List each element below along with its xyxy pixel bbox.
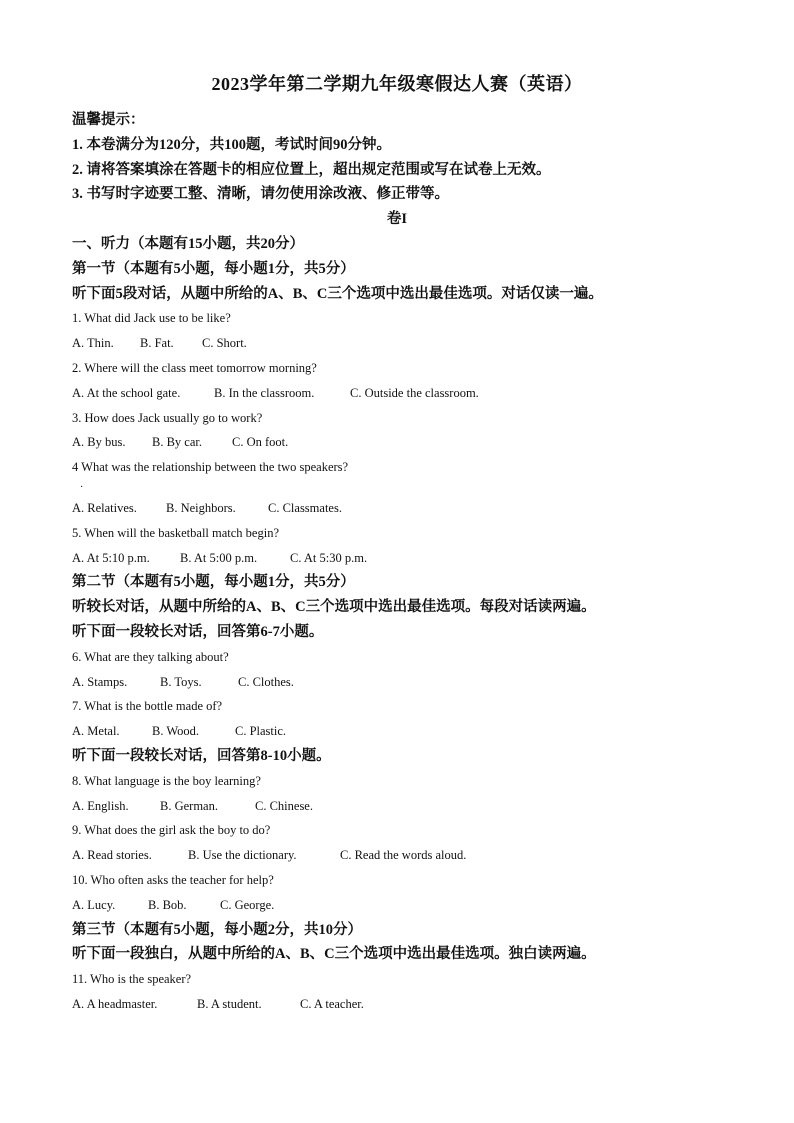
- option-c: C. A teacher.: [300, 996, 364, 1011]
- option-b: B. By car.: [152, 435, 202, 450]
- question: 7. What is the bottle made of?: [72, 699, 223, 714]
- option-c: C. Classmates.: [268, 500, 342, 515]
- option-a: A. A headmaster.: [72, 996, 158, 1011]
- question: 6. What are they talking about?: [72, 649, 229, 664]
- question: 9. What does the girl ask the boy to do?: [72, 823, 271, 838]
- options-row: [72, 430, 722, 455]
- options-row: [72, 794, 722, 819]
- section-instruction: 听下面一段独白，从题中所给的A、B、C三个选项中选出最佳选项。独白读两遍。: [72, 946, 596, 963]
- options-row: [72, 381, 722, 406]
- option-a: A. Relatives.: [72, 500, 137, 515]
- option-a: A. Stamps.: [72, 674, 128, 689]
- question: 4 What was the relationship between the two speakers?: [72, 460, 349, 475]
- option-b: B. Bob.: [148, 897, 187, 912]
- question: 10. Who often asks the teacher for help?: [72, 872, 274, 887]
- section-instruction: 听下面5段对话，从题中所给的A、B、C三个选项中选出最佳选项。对话仅读一遍。: [72, 285, 603, 302]
- option-c: C. George.: [220, 897, 275, 912]
- option-b: B. German.: [160, 798, 218, 813]
- option-a: A. Read stories.: [72, 848, 152, 863]
- tips-heading: 温馨提示：: [72, 112, 145, 128]
- stray-mark: ·: [80, 481, 84, 493]
- option-a: A. By bus.: [72, 435, 126, 450]
- tip-item: 2. 请将答案填涂在答题卡的相应位置上，超出规定范围或写在试卷上无效。: [72, 161, 551, 178]
- part-heading: 一、听力（本题有15小题，共20分）: [72, 235, 304, 252]
- option-c: C. Read the words aloud.: [340, 848, 467, 863]
- tip-item: 3. 书写时字迹要工整、清晰，请勿使用涂改液、修正带等。: [72, 186, 449, 203]
- options-row: [72, 496, 722, 521]
- option-c: C. Clothes.: [238, 674, 294, 689]
- option-a: A. Metal.: [72, 724, 120, 739]
- option-b: B. Neighbors.: [166, 500, 236, 515]
- volume-label: 卷I: [386, 211, 408, 228]
- option-c: C. Short.: [202, 336, 247, 351]
- option-b: B. Use the dictionary.: [188, 848, 297, 863]
- options-row: [72, 893, 722, 918]
- page-title: 2023学年第二学期九年级寒假达人赛（英语）: [211, 74, 583, 94]
- option-c: C. Plastic.: [235, 724, 287, 739]
- sub-instruction: 听下面一段较长对话，回答第6-7小题。: [72, 623, 324, 640]
- options-row: [72, 546, 722, 571]
- tip-item: 1. 本卷满分为120分，共100题，考试时间90分钟。: [72, 136, 391, 153]
- question: 1. What did Jack use to be like?: [72, 311, 231, 326]
- question: 5. When will the basketball match begin?: [72, 525, 280, 540]
- options-row: [72, 331, 722, 356]
- option-b: B. Fat.: [140, 336, 174, 351]
- option-c: C. On foot.: [232, 435, 289, 450]
- option-b: B. A student.: [197, 996, 262, 1011]
- option-b: B. Toys.: [160, 674, 202, 689]
- option-b: B. At 5:00 p.m.: [180, 550, 258, 565]
- option-a: A. At 5:10 p.m.: [72, 550, 150, 565]
- option-a: A. English.: [72, 798, 129, 813]
- section-heading: 第三节（本题有5小题，每小题2分，共10分）: [72, 921, 362, 938]
- option-a: A. At the school gate.: [72, 385, 181, 400]
- section-heading: 第二节（本题有5小题，每小题1分，共5分）: [72, 574, 355, 591]
- section-heading: 第一节（本题有5小题，每小题1分，共5分）: [72, 260, 355, 277]
- exam-page: [72, 70, 722, 1017]
- option-c: C. At 5:30 p.m.: [290, 550, 368, 565]
- option-c: C. Outside the classroom.: [350, 385, 479, 400]
- option-b: B. In the classroom.: [214, 385, 315, 400]
- option-b: B. Wood.: [152, 724, 200, 739]
- question: 2. Where will the class meet tomorrow morning?: [72, 360, 317, 375]
- question: 3. How does Jack usually go to work?: [72, 410, 263, 425]
- option-c: C. Chinese.: [255, 798, 313, 813]
- question: 11. Who is the speaker?: [72, 972, 192, 987]
- option-a: A. Thin.: [72, 336, 114, 351]
- options-row: [72, 992, 722, 1017]
- options-row: [72, 670, 722, 695]
- section-instruction: 听较长对话，从题中所给的A、B、C三个选项中选出最佳选项。每段对话读两遍。: [72, 599, 596, 616]
- options-row: [72, 719, 722, 744]
- question: 8. What language is the boy learning?: [72, 773, 261, 788]
- sub-instruction: 听下面一段较长对话，回答第8-10小题。: [72, 747, 331, 764]
- option-a: A. Lucy.: [72, 897, 116, 912]
- options-row: [72, 843, 722, 868]
